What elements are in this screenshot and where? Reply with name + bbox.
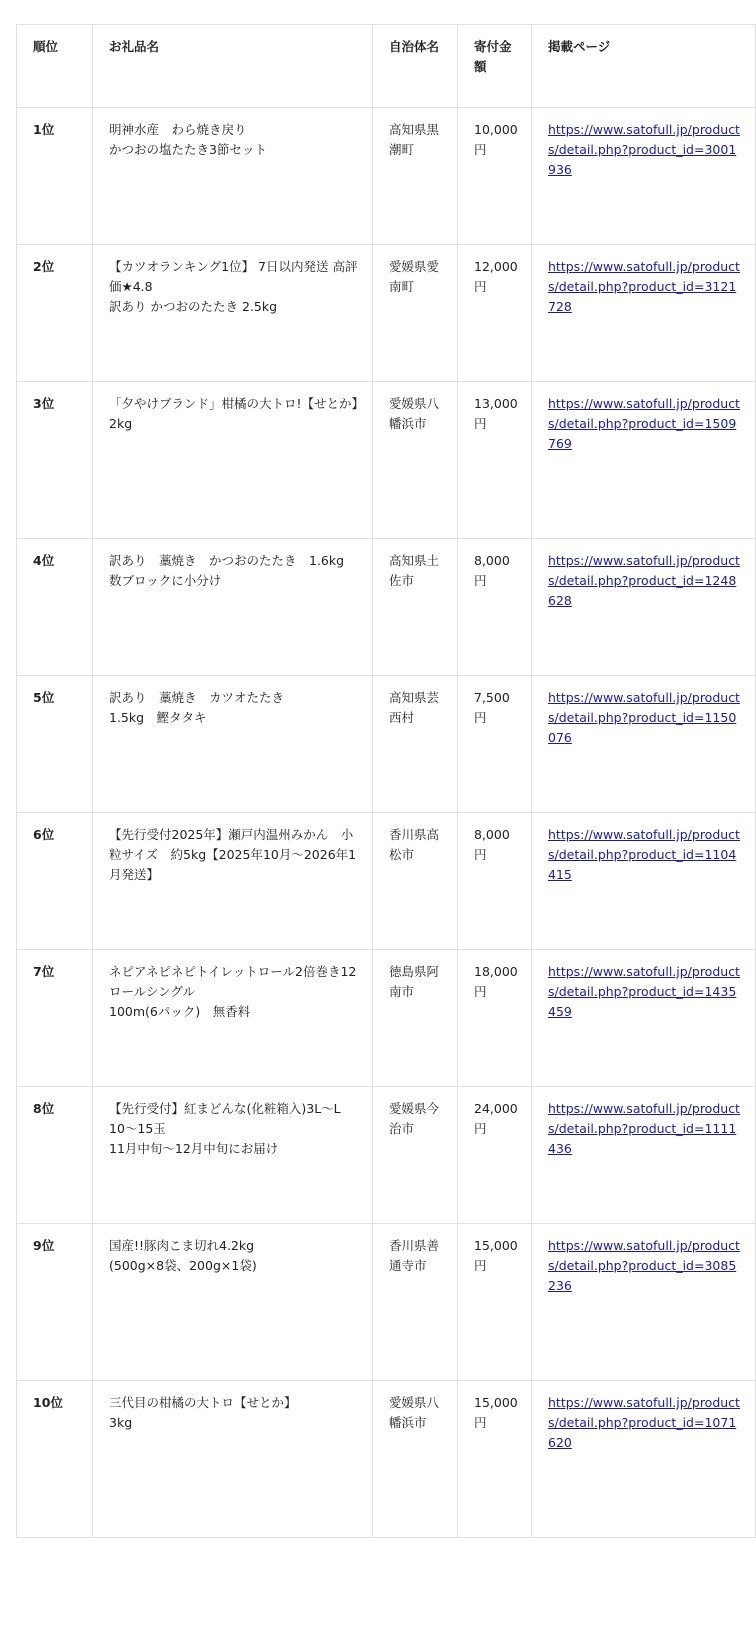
item-page-link[interactable]: https://www.satofull.jp/products/detail.php?product_id=1150076 (548, 690, 740, 745)
rank-cell: 2位 (17, 245, 93, 382)
municipality-cell: 愛媛県今治市 (373, 1087, 458, 1224)
municipality-cell: 高知県黒潮町 (373, 108, 458, 245)
table-row (17, 245, 756, 382)
header-name: お礼品名 (93, 25, 373, 108)
item-page-link[interactable]: https://www.satofull.jp/products/detail.php?product_id=1248628 (548, 553, 740, 608)
item-page-link[interactable]: https://www.satofull.jp/products/detail.php?product_id=3085236 (548, 1238, 740, 1293)
item-page-link[interactable]: https://www.satofull.jp/products/detail.php?product_id=1071620 (548, 1395, 740, 1450)
rank-cell: 3位 (17, 382, 93, 539)
item-name-cell: 三代目の柑橘の大トロ【せとか】 3kg (93, 1381, 373, 1538)
amount-cell: 24,000円 (458, 1087, 532, 1224)
item-page-link[interactable]: https://www.satofull.jp/products/detail.php?product_id=1111436 (548, 1101, 740, 1156)
item-page-link[interactable]: https://www.satofull.jp/products/detail.php?product_id=1104415 (548, 827, 740, 882)
rank-cell: 7位 (17, 950, 93, 1087)
rank-cell: 10位 (17, 1381, 93, 1538)
amount-cell: 18,000円 (458, 950, 532, 1087)
table-row (17, 1224, 756, 1381)
amount-cell: 7,500円 (458, 676, 532, 813)
item-name-cell: 【カツオランキング1位】 7日以内発送 高評価★4.8 訳あり かつおのたたき 2.5kg (93, 245, 373, 382)
amount-cell: 15,000円 (458, 1381, 532, 1538)
item-name-cell: 「夕やけブランド」柑橘の大トロ!【せとか】2kg (93, 382, 373, 539)
rank-cell: 8位 (17, 1087, 93, 1224)
rank-cell: 5位 (17, 676, 93, 813)
item-name-cell: 訳あり 藁焼き カツオたたき 1.5kg 鰹タタキ (93, 676, 373, 813)
table-row (17, 1087, 756, 1224)
header-municipality: 自治体名 (373, 25, 458, 108)
item-name-cell: 【先行受付】紅まどんな(化粧箱入)3L～L 10～15玉 11月中旬～12月中旬にお届け (93, 1087, 373, 1224)
amount-cell: 10,000円 (458, 108, 532, 245)
municipality-cell: 愛媛県八幡浜市 (373, 382, 458, 539)
municipality-cell: 徳島県阿南市 (373, 950, 458, 1087)
amount-cell: 8,000円 (458, 539, 532, 676)
item-page-link[interactable]: https://www.satofull.jp/products/detail.php?product_id=3121728 (548, 259, 740, 314)
ranking-table (16, 24, 756, 1538)
table-row (17, 539, 756, 676)
municipality-cell: 愛媛県八幡浜市 (373, 1381, 458, 1538)
municipality-cell: 香川県善通寺市 (373, 1224, 458, 1381)
item-page-link[interactable]: https://www.satofull.jp/products/detail.php?product_id=1509769 (548, 396, 740, 451)
amount-cell: 8,000円 (458, 813, 532, 950)
item-name-cell: 明神水産 わら焼き戻り かつおの塩たたき3節セット (93, 108, 373, 245)
municipality-cell: 愛媛県愛南町 (373, 245, 458, 382)
item-page-link[interactable]: https://www.satofull.jp/products/detail.php?product_id=3001936 (548, 122, 740, 177)
header-amount: 寄付金額 (458, 25, 532, 108)
table-row (17, 676, 756, 813)
amount-cell: 13,000円 (458, 382, 532, 539)
municipality-cell: 香川県高松市 (373, 813, 458, 950)
header-rank: 順位 (17, 25, 93, 108)
header-row (17, 25, 756, 108)
municipality-cell: 高知県芸西村 (373, 676, 458, 813)
rank-cell: 9位 (17, 1224, 93, 1381)
item-name-cell: 国産!!豚肉こま切れ4.2kg (500g×8袋、200g×1袋) (93, 1224, 373, 1381)
table-row (17, 382, 756, 539)
item-page-link[interactable]: https://www.satofull.jp/products/detail.php?product_id=1435459 (548, 964, 740, 1019)
item-name-cell: ネピアネピネピトイレットロール2倍巻き12ロールシングル 100m(6パック) 無香料 (93, 950, 373, 1087)
table-row (17, 813, 756, 950)
rank-cell: 1位 (17, 108, 93, 245)
municipality-cell: 高知県土佐市 (373, 539, 458, 676)
rank-cell: 6位 (17, 813, 93, 950)
rank-cell: 4位 (17, 539, 93, 676)
item-name-cell: 訳あり 藁焼き かつおのたたき 1.6kg 数ブロックに小分け (93, 539, 373, 676)
amount-cell: 15,000円 (458, 1224, 532, 1381)
table-row (17, 1381, 756, 1538)
item-name-cell: 【先行受付2025年】瀬戸内温州みかん 小粒サイズ 約5kg【2025年10月～2026年1月発送】 (93, 813, 373, 950)
amount-cell: 12,000円 (458, 245, 532, 382)
table-row (17, 950, 756, 1087)
header-link: 掲載ページ (532, 25, 756, 108)
table-row (17, 108, 756, 245)
